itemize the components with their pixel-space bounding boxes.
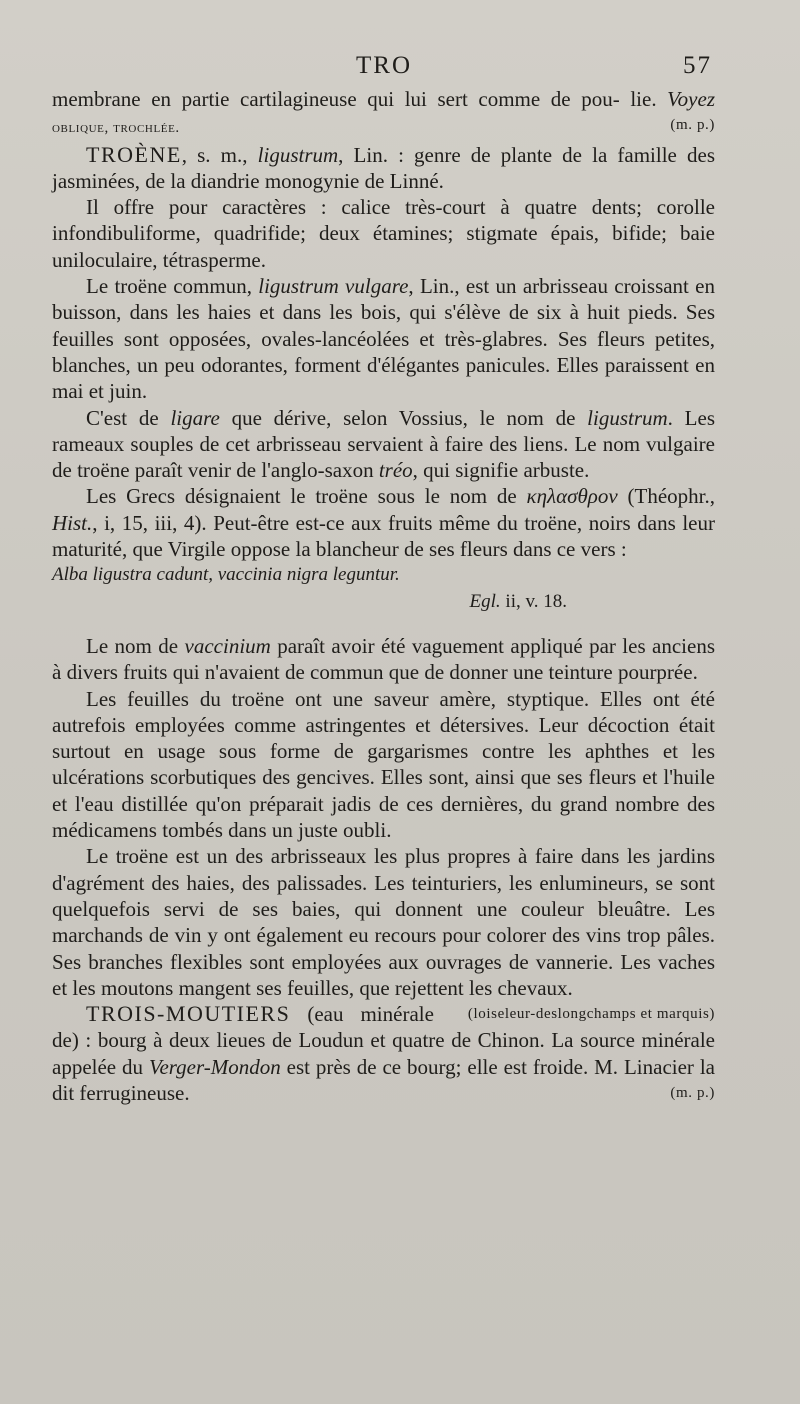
paragraph: Le troëne commun, ligustrum vulgare, Lin., est un arbrisseau croissant en buisson, dans les haies et dans les bois, qui s'élève de six à huit pieds. Ses feuilles sont opposées, ovales-lancéolées et très-glabres. Ses fleurs petites, blanches, un peu odorantes, forment d'élégantes panicules. Elles paraissent en mai et juin. (52, 274, 716, 404)
verse-reference: Egl. ii, v. 18. (469, 590, 567, 612)
entry-trois-moutiers: TROIS-MOUTIERS (eau minérale de) : bourg à deux lieues de Loudun et quatre de Chinon. La source minérale appelée du Verger-Mondon est près de ce bourg; elle est froide. M. Linacier la dit ferrugineuse. (m. p.) (52, 1001, 715, 1105)
entry-troene: TROÈNE, s. m., ligustrum, Lin. : genre de plante de la famille des jasminées, de la diandrie monogynie de Linné. (52, 141, 715, 193)
headword: TROÈNE (86, 141, 182, 167)
paragraph: Les Grecs désignaient le troëne sous le nom de κηλασθρον (Théophr., Hist., i, 15, iii, 4). Peut-être est-ce aux fruits même du troëne, noirs dans leur maturité, que Virgile oppose la blancheur de ses fleurs dans ce vers : (52, 484, 715, 562)
paragraph: Les feuilles du troëne ont une saveur amère, styptique. Elles ont été autrefois employées comme astringentes et détersives. Leur décoction était surtout en usage sous forme de gargarismes contre les aphthes et les ulcérations scorbutiques des gencives. Elles sont, ainsi que ses fleurs et l'huile et l'eau distillée qu'on préparait jadis de ces dernières, du grand nombre des médicamens tombés dans un juste oubli. (52, 686, 715, 843)
page-number: 57 (683, 52, 712, 79)
paragraph: Le nom de vaccinium paraît avoir été vaguement appliqué par les anciens à divers fruits qui n'avaient de commun que de donner une teinture pourprée. (52, 633, 715, 685)
headword: TROIS-MOUTIERS (86, 1001, 291, 1027)
running-head: TRO (356, 52, 412, 79)
paragraph: Le troëne est un des arbrisseaux les plus propres à faire dans les jardins d'agrément des haies, des palissades. Les teinturiers, les enlumineurs, se sont quelquefois servi de ses baies, qui donnent une couleur bleuâtre. Les marchands de vin y ont également eu recours pour colorer des vins trop pâles. Ses branches flexibles sont employées aux ouvrages de vannerie. Les vaches et les moutons mangent ses feuilles, que rejettent les chevaux. (loiseleur-deslongchamps et marquis) (52, 843, 715, 1001)
page-body (52, 86, 715, 1106)
verse-quote: Alba ligustra cadunt, vaccinia nigra leguntur. (52, 564, 400, 586)
paragraph: C'est de ligare que dérive, selon Vossius, le nom de ligustrum. Les rameaux souples de cet arbrisseau servaient à faire des liens. Le nom vulgaire de troëne paraît venir de l'anglo-saxon tréo, qui signifie arbuste. (52, 405, 715, 483)
page-header (56, 52, 712, 84)
spacer (52, 615, 715, 633)
continued-entry: membrane en partie cartilagineuse qui lui sert comme de pou- lie. Voyez oblique, trochlée. (m. p.) (52, 86, 715, 142)
cross-reference: oblique, trochlée. (52, 120, 180, 137)
paragraph: Il offre pour caractères : calice très-court à quatre dents; corolle infondibuliforme, quadrifide; deux étamines; stigmate épais, bifide; baie uniloculaire, tétrasperme. (52, 195, 715, 272)
author-initials: (m. p.) (670, 1084, 715, 1101)
author-initials: (m. p.) (670, 117, 715, 134)
author-names: (loiseleur-deslongchamps et marquis) (467, 1006, 715, 1023)
